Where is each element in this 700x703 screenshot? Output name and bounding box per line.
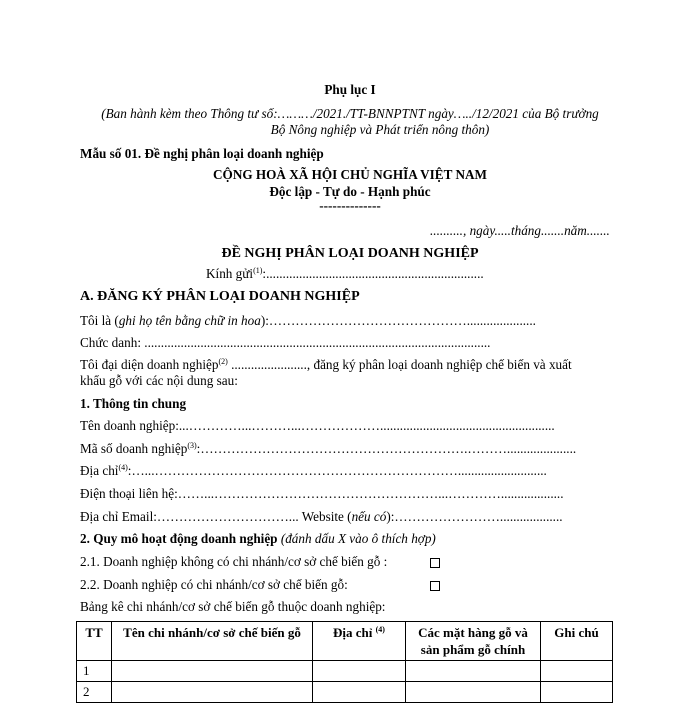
tax-code-label: Mã số doanh nghiệp [80, 441, 188, 456]
col-notes: Ghi chú [541, 622, 613, 661]
col-tt: TT [77, 622, 112, 661]
address-dots: :…...……………………………………………………………........................... [127, 463, 547, 478]
row-address-cell[interactable] [313, 682, 406, 703]
appendix-title: Phụ lục I [324, 82, 376, 97]
row-branch-cell[interactable] [112, 682, 313, 703]
option-no-branch-checkbox[interactable] [430, 558, 440, 568]
option-no-branch: 2.1. Doanh nghiệp không có chi nhánh/cơ sở chế biến gỗ : [80, 554, 388, 569]
website-hint: nếu có [351, 509, 387, 524]
date-line: .........., ngày.....tháng.......năm....... [430, 223, 610, 238]
declarant-hint: ghi họ tên bằng chữ in hoa [118, 313, 261, 328]
address-note: (4) [118, 463, 128, 472]
email-line [80, 509, 563, 525]
position-line: Chức danh: ......................................................................................................... [80, 335, 491, 350]
represent-text: ......................., đăng ký phân loại doanh nghiệp chế biến và xuất [227, 357, 572, 372]
row-tt: 1 [77, 661, 112, 682]
option-has-branch: 2.2. Doanh nghiệp có chi nhánh/cơ sở chế biến gỗ: [80, 577, 348, 592]
tax-code-dots: :…………………………………………………….………..................... [196, 441, 577, 456]
tax-code-note: (3) [187, 441, 197, 450]
address-line [80, 463, 547, 479]
motto: Độc lập - Tự do - Hạnh phúc [269, 184, 431, 199]
declarant-label: Tôi là ( [80, 313, 119, 328]
section-a-heading: A. ĐĂNG KÝ PHÂN LOẠI DOANH NGHIỆP [80, 289, 360, 304]
row-branch-cell[interactable] [112, 661, 313, 682]
recipient-line [206, 266, 484, 282]
scale-heading: 2. Quy mô hoạt động doanh nghiệp [80, 531, 278, 546]
table-row [77, 661, 613, 682]
row-products-cell[interactable] [406, 682, 541, 703]
phone-line: Điện thoại liên hệ:……...……………………………………………...…………................... [80, 486, 564, 501]
website-dots: ):……………………................... [386, 509, 563, 524]
col-products-line2: sản phẩm gỗ chính [420, 642, 526, 657]
recipient-dots: :.................................................................. [262, 266, 484, 281]
document-title: ĐỀ NGHỊ PHÂN LOẠI DOANH NGHIỆP [221, 246, 479, 261]
branch-table [76, 621, 613, 703]
option-has-branch-checkbox[interactable] [430, 581, 440, 591]
represent-line-2: khẩu gỗ với các nội dung sau: [80, 373, 238, 388]
scale-heading-note: (đánh dấu X vào ô thích hợp) [277, 531, 436, 546]
col-products [406, 622, 541, 661]
represent-note: (2) [218, 357, 228, 366]
row-address-cell[interactable] [313, 661, 406, 682]
form-label: Mẫu số 01. Đề nghị phân loại doanh nghiệp [80, 146, 324, 161]
declarant-dots: ):………………………………………..................... [260, 313, 536, 328]
motto-divider: -------------- [319, 198, 381, 213]
recipient-label: Kính gửi [206, 266, 254, 281]
represent-line [80, 357, 572, 373]
issued-note-line1: (Ban hành kèm theo Thông tư số:………/2021./TT-BNNPTNT ngày…../12/2021 của Bộ trưởng [101, 106, 599, 121]
address-label: Địa chỉ [80, 463, 119, 478]
row-tt: 2 [77, 682, 112, 703]
col-address [313, 622, 406, 661]
col-address-note: (4) [375, 625, 385, 634]
col-branch-name: Tên chi nhánh/cơ sở chế biến gỗ [112, 622, 313, 661]
table-intro: Bảng kê chi nhánh/cơ sở chế biến gỗ thuộc doanh nghiệp: [80, 599, 386, 614]
tax-code-line [80, 441, 576, 457]
table-header-row [77, 622, 613, 661]
row-products-cell[interactable] [406, 661, 541, 682]
col-address-label: Địa chỉ [333, 625, 373, 640]
declarant-line [80, 313, 536, 329]
issued-note-line2: Bộ Nông nghiệp và Phát triển nông thôn) [270, 122, 490, 137]
col-products-line1: Các mặt hàng gỗ và [418, 625, 528, 640]
nation-heading: CỘNG HOÀ XÃ HỘI CHỦ NGHĨA VIỆT NAM [213, 167, 487, 182]
recipient-note: (1) [253, 266, 263, 275]
table-row [77, 682, 613, 703]
scale-heading-line [80, 531, 436, 547]
email-label: Địa chỉ Email:…………………………... Website ( [80, 509, 352, 524]
represent-label: Tôi đại diện doanh nghiệp [80, 357, 219, 372]
row-notes-cell[interactable] [541, 682, 613, 703]
company-name-line: Tên doanh nghiệp:...…………...………...………………..................................................... [80, 418, 555, 433]
general-info-heading: 1. Thông tin chung [80, 396, 187, 411]
row-notes-cell[interactable] [541, 661, 613, 682]
